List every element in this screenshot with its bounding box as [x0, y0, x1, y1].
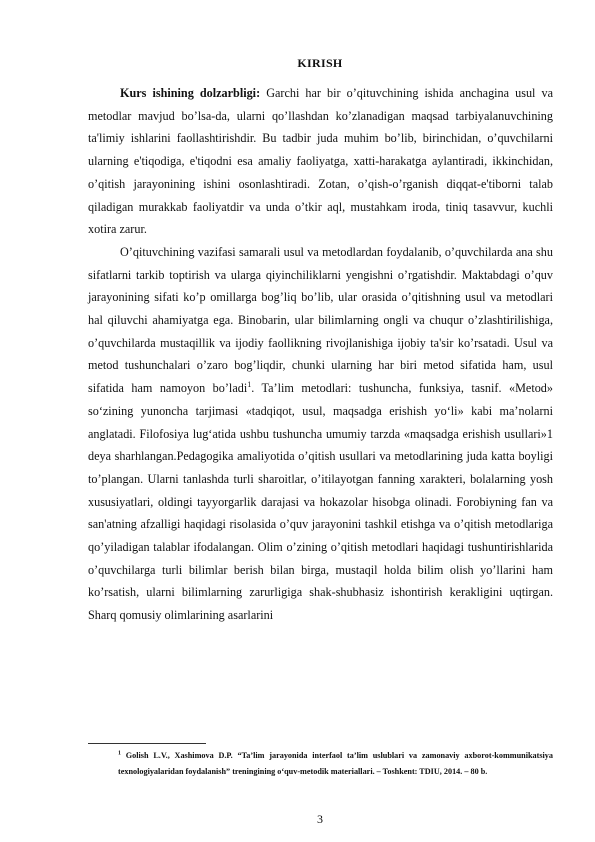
footnote-reference[interactable]: 1 — [247, 380, 252, 390]
section-title: KIRISH — [297, 56, 343, 70]
page-number: 3 — [317, 812, 323, 826]
footnote-text: Golish L.V., Xashimova D.P. “Ta’lim jarayonida interfaol ta’lim uslublari va zamonaviy axborot-kommunikatsiya texnologiyalaridan foydalanish” treningining o‘quv-metodik materiallari. – Toshkent: TDIU, 2014. – 80 b. — [118, 751, 553, 776]
paragraph-text: . Ta’lim metodlari: tushuncha, funksiya, tasnif. «Metod» so‘zining yunoncha tarjimasi «tadqiqot, usul, maqsadga erishish yo‘li» kabi ma’nolarni anglatadi. Filofosiya lug‘atida ushbu tushuncha umumiy tarzda «maqsadga erishish usullari»1 deya sharhlangan.Pedagogika amaliyotida o’qitish usullari va metodlarining juda katta boyligi to’plangan. Ularni tanlashda turli sharoitlar, o’itilayotgan fanning xarakteri, bolalarning yosh xususiyatlari, oldingi tayyorgarlik darajasi va hokazolar hisobga olinadi. Forobiyning fan va san'atning afzalligi haqidagi risolasida o’quv jarayonini tashkil etishga va o’qitish metodlariga qo’yiladigan talablar ifodalangan. Olim o’zining o’qitish metodlari haqidagi tushuntirishlarida o’quvchilarga turli bilimlar berish bilan birga, mustaqil holda bilim olish yo’llarini ham ko’rsatish, ularni bilimlarning zarurligiga shak-shubhasiz ishontirish kerakligini uqtirgan. Sharq qomusiy olimlarining asarlarini — [88, 381, 553, 623]
body-text — [88, 82, 553, 627]
paragraph-methods — [88, 241, 553, 627]
paragraph-lead: Kurs ishining dolzarbligi: — [120, 86, 261, 100]
footnote-divider — [88, 743, 206, 744]
paragraph-text: O’qituvchining vazifasi samarali usul va metodlardan foydalanib, o’quvchilarda ana shu sifatlarni tarkib toptirish va ularga qiyinchiliklarni yengishni o’rgatishdir. Maktabdagi o’quv jarayonining sifati ko’p omillarga bog’liq bo’lib, ular orasida o’qitishning usul va metodlari hal qiluvchi ahamiyatga ega. Binobarin, ular bilimlarning ongli va chuqur o’zlashtirilishiga, o’quvchilarda mustaqillik va ijodiy faollikning rivojlanishiga ijobiy ta'sir ko’rsatadi. Usul va metod tushunchalari o’zaro bog’liqdir, chunki ularning har biri metod sifatida ham, usul sifatida ham namoyon bo’ladi — [88, 244, 553, 396]
footnote — [118, 748, 553, 779]
paragraph-relevance — [88, 82, 553, 241]
footnote-number: 1 — [118, 750, 121, 757]
paragraph-text: Garchi har bir o’qituvchining ishida anchagina usul va metodlar mavjud bo’lsa-da, ularni qo’llashdan ko’zlanadigan maqsad tarbiyalanuvchining ta'limiy ishlarini faollashtirishdir. Bu tadbir juda muhim bo’lib, birinchidan, o’quvchilarni ularning e'tiqodiga, e'tiqodni esa amaliy faoliyatga, xatti-harakatga aylantiradi, ikkinchidan, o’qitish jarayonining ishini osonlashtiradi. Zotan, o’qish-o’rganish diqqat-e'tiborni talab qiladigan murakkab faoliyatdir va unda o’tkir aql, mustahkam iroda, tiniq tasavvur, kuchli xotira zarur. — [88, 86, 554, 237]
